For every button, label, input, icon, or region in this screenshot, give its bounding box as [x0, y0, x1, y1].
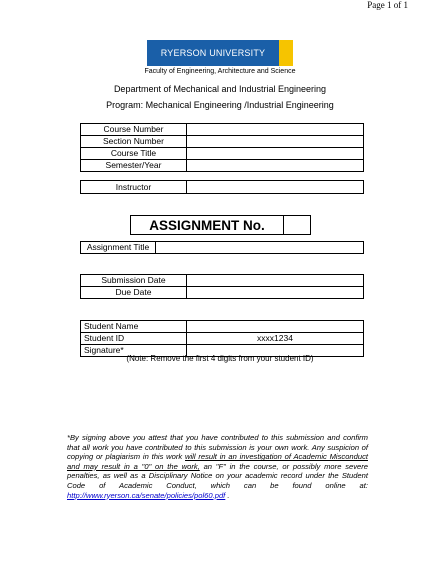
due-date-field[interactable] [187, 287, 364, 299]
faculty-name: Faculty of Engineering, Architecture and Science [144, 68, 296, 75]
course-number-label: Course Number [81, 124, 187, 136]
logo-yellow-block [279, 40, 293, 66]
assignment-title-field[interactable] [156, 242, 364, 254]
submission-date-label: Submission Date [81, 275, 187, 287]
assignment-number-field[interactable] [284, 216, 311, 235]
dates-table [80, 274, 364, 299]
section-number-label: Section Number [81, 136, 187, 148]
table-row [81, 242, 364, 254]
table-row [81, 124, 364, 136]
department-name: Department of Mechanical and Industrial Engineering [113, 84, 327, 94]
table-row [81, 333, 364, 345]
table-row [81, 287, 364, 299]
attestation-text: *By signing above you attest that you have contributed to this submission and confirm that all work you have contributed to this submission is your own work. Any suspicion of copying or plagiarism in this work [67, 433, 368, 462]
assignment-heading: ASSIGNMENT No. [131, 216, 284, 235]
course-title-field[interactable] [187, 148, 364, 160]
assignment-title-label: Assignment Title [81, 242, 156, 254]
due-date-label: Due Date [81, 287, 187, 299]
signature-label: Signature* [81, 345, 187, 357]
footer-end: . [225, 490, 230, 500]
penalties-text: an "F" in the course, or possibly more severe penalties, as well as a Disciplinary Notice on your academic record under the Student Code of Academic Conduct, which can be found online at: [67, 461, 368, 490]
program-name: Program: Mechanical Engineering /Industrial Engineering [106, 100, 334, 110]
misconduct-warning: will result in an investigation of Academic Misconduct and may result in a "0" on the work, [67, 452, 368, 471]
course-info-table [80, 123, 364, 172]
student-table [80, 320, 364, 357]
table-row [81, 160, 364, 172]
table-row [81, 181, 364, 194]
policy-link[interactable]: http://www.ryerson.ca/senate/policies/pol60.pdf [67, 490, 226, 500]
submission-date-field[interactable] [187, 275, 364, 287]
course-title-label: Course Title [81, 148, 187, 160]
page-number: Page 1 of 1 [367, 0, 408, 10]
instructor-label: Instructor [81, 181, 187, 194]
student-id-field[interactable]: xxxx1234 [187, 333, 364, 345]
student-name-field[interactable] [187, 321, 364, 333]
logo-text: RYERSON UNIVERSITY [160, 48, 266, 58]
semester-year-label: Semester/Year [81, 160, 187, 172]
instructor-table [80, 180, 364, 194]
semester-year-field[interactable] [187, 160, 364, 172]
table-row [131, 216, 311, 235]
ryerson-logo [147, 40, 293, 66]
table-row [81, 148, 364, 160]
section-number-field[interactable] [187, 136, 364, 148]
student-id-note: (Note: Remove the first 4 digits from your student ID) [126, 354, 314, 363]
table-row [81, 275, 364, 287]
table-row [81, 321, 364, 333]
student-id-label: Student ID [81, 333, 187, 345]
table-row [81, 136, 364, 148]
student-name-label: Student Name [81, 321, 187, 333]
instructor-field[interactable] [187, 181, 364, 194]
attestation-paragraph [67, 433, 368, 500]
assignment-title-table [80, 241, 364, 254]
course-number-field[interactable] [187, 124, 364, 136]
assignment-heading-table [130, 215, 311, 235]
